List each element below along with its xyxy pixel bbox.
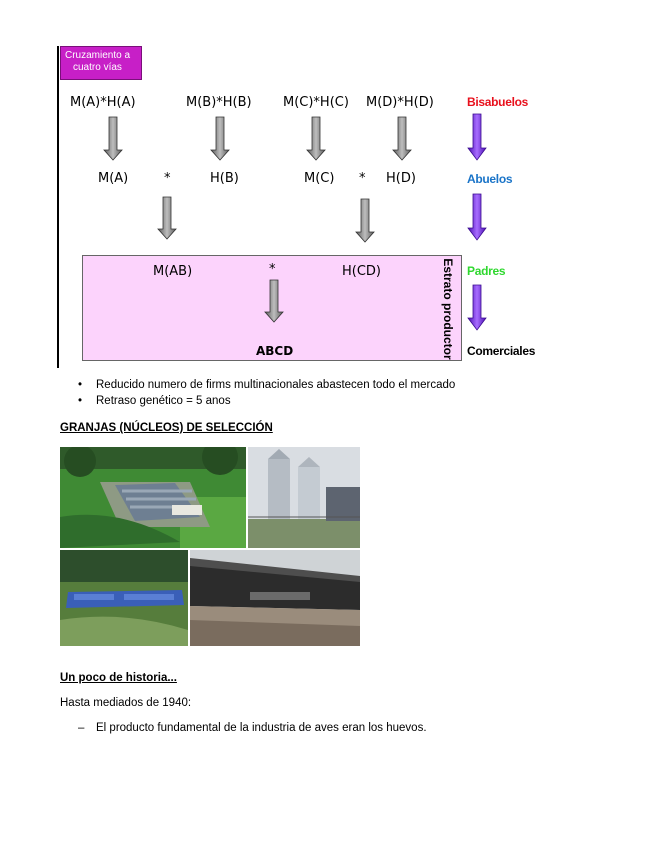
historia-dash-item — [78, 722, 427, 734]
formula-star-2: * — [359, 171, 366, 186]
grey-arrow-3 — [307, 117, 325, 160]
gen-abuelos: Abuelos — [467, 172, 513, 186]
formula-hb: H(B) — [210, 171, 239, 186]
grey-arrow-7 — [265, 280, 283, 322]
photo-poultry-shed — [190, 550, 360, 646]
estrato-label-text: Estrato productor — [441, 258, 455, 360]
grey-arrow-2 — [211, 117, 229, 160]
formula-grandparents-b: M(B)*H(B) — [186, 95, 252, 110]
photo-blue-roof-farm — [60, 550, 188, 646]
section-heading-granjas: GRANJAS (NÚCLEOS) DE SELECCIÓN — [60, 422, 273, 434]
gen-bisabuelos: Bisabuelos — [467, 95, 529, 109]
breeding-diagram — [0, 0, 655, 372]
dash-marker: – — [78, 722, 85, 734]
purple-arrow-2 — [468, 194, 486, 240]
bullet-item-2: • Retraso genético = 5 anos — [78, 393, 455, 409]
product-abcd: ABCD — [256, 344, 294, 358]
bullet-list — [78, 377, 455, 409]
grey-arrow-5 — [158, 197, 176, 239]
bullet-item-1: • Reducido numero de firms multinacionales abastecen todo el mercado — [78, 377, 455, 393]
formula-star-3: * — [269, 262, 276, 277]
purple-arrow-3 — [468, 285, 486, 330]
diagram-arrows — [0, 0, 655, 372]
diagram-title-line-2: cuatro vías — [73, 62, 122, 73]
photo-aerial-farm — [60, 447, 246, 548]
photo-silos — [248, 447, 360, 548]
formula-hd: H(D) — [386, 171, 416, 186]
formula-h-cd: H(CD) — [342, 264, 382, 279]
formula-grandparents-c: M(C)*H(C) — [283, 95, 349, 110]
grey-arrow-1 — [104, 117, 122, 160]
purple-arrow-1 — [468, 114, 486, 160]
historia-intro: Hasta mediados de 1940: — [60, 697, 192, 709]
gen-comerciales: Comerciales — [467, 344, 536, 358]
formula-star-1: * — [164, 171, 171, 186]
formula-m-ab: M(AB) — [153, 264, 193, 279]
diagram-title-line-1: Cruzamiento a — [65, 50, 131, 61]
formula-mc: M(C) — [304, 171, 335, 186]
section-heading-historia: Un poco de historia... — [60, 672, 177, 684]
formula-grandparents-d: M(D)*H(D) — [366, 95, 434, 110]
grey-arrow-6 — [356, 199, 374, 242]
gen-padres: Padres — [467, 264, 506, 278]
formula-mab: M(A) — [98, 171, 129, 186]
historia-dash-text: El producto fundamental de la industria de aves eran los huevos. — [96, 722, 427, 734]
grey-arrow-4 — [393, 117, 411, 160]
formula-grandparents-a: M(A)*H(A) — [70, 95, 136, 110]
